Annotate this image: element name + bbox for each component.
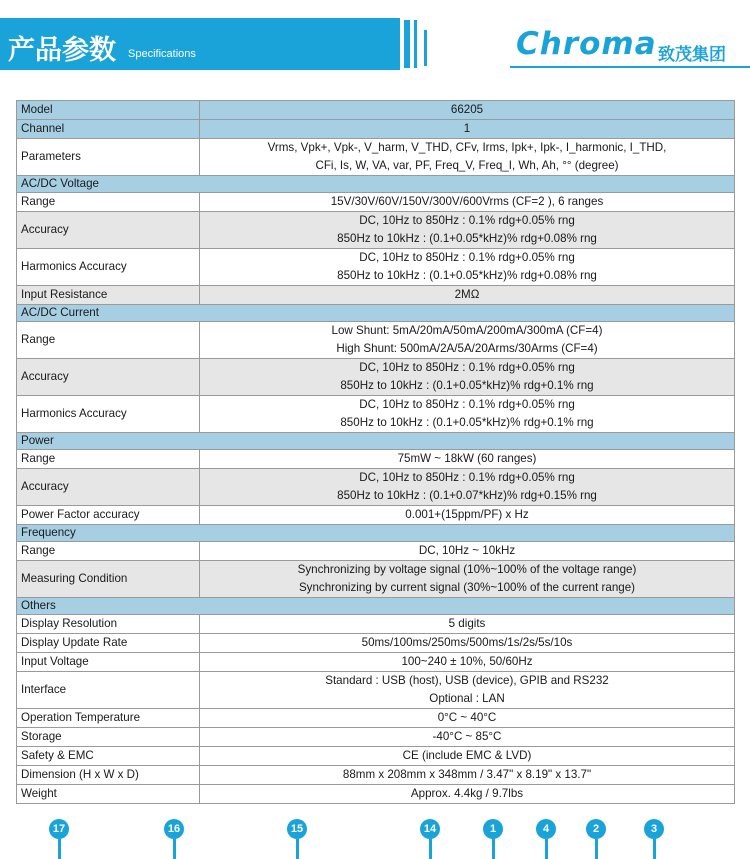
table-row <box>17 542 735 561</box>
row-value <box>200 728 735 747</box>
table-row <box>17 785 735 804</box>
row-label: Channel <box>17 120 200 139</box>
value-line: High Shunt: 500mA/2A/5A/20Arms/30Arms (CF=4) <box>336 342 598 355</box>
callout-number: 14 <box>420 819 440 839</box>
value-line: 66205 <box>450 103 484 116</box>
row-label: Measuring Condition <box>17 561 200 598</box>
row-value <box>200 785 735 804</box>
section-title: Power <box>17 433 735 450</box>
row-label: Range <box>17 193 200 212</box>
callout-marker <box>535 819 557 859</box>
spec-table <box>16 100 735 804</box>
row-value <box>200 561 735 598</box>
callout-marker <box>643 819 665 859</box>
row-value <box>200 139 735 176</box>
row-label: Accuracy <box>17 469 200 506</box>
value-line: CE (include EMC & LVD) <box>402 749 532 762</box>
row-label: Power Factor accuracy <box>17 506 200 525</box>
section-title: Others <box>17 598 735 615</box>
callout-marker <box>482 819 504 859</box>
table-row <box>17 359 735 396</box>
table-row <box>17 139 735 176</box>
value-line: Approx. 4.4kg / 9.7lbs <box>410 787 524 800</box>
table-row <box>17 747 735 766</box>
value-line: 850Hz to 10kHz : (0.1+0.05*kHz)% rdg+0.08% rng <box>337 232 597 245</box>
value-line: 850Hz to 10kHz : (0.1+0.07*kHz)% rdg+0.15% rng <box>337 489 597 502</box>
table-row <box>17 322 735 359</box>
value-line: 0.001+(15ppm/PF) x Hz <box>405 508 529 521</box>
callout-stem <box>492 839 495 859</box>
row-value <box>200 101 735 120</box>
row-label: Input Resistance <box>17 286 200 305</box>
row-label: Display Resolution <box>17 615 200 634</box>
logo-underline <box>510 66 750 68</box>
table-row <box>17 766 735 785</box>
callout-number: 17 <box>49 819 69 839</box>
row-label: Interface <box>17 672 200 709</box>
callout-number: 2 <box>586 819 606 839</box>
row-label: Accuracy <box>17 212 200 249</box>
row-value <box>200 359 735 396</box>
value-line: 15V/30V/60V/150V/300V/600Vrms (CF=2 ), 6 ranges <box>330 195 604 208</box>
table-row <box>17 193 735 212</box>
value-line: 100~240 ± 10%, 50/60Hz <box>401 655 533 668</box>
row-label: Range <box>17 542 200 561</box>
table-row <box>17 249 735 286</box>
row-value <box>200 766 735 785</box>
callout-marker <box>286 819 308 859</box>
value-line: 2MΩ <box>454 288 480 301</box>
table-row <box>17 615 735 634</box>
callout-stem <box>173 839 176 859</box>
value-line: Standard : USB (host), USB (device), GPIB and RS232 <box>325 674 609 687</box>
divider-bar-2 <box>414 20 417 68</box>
value-line: 850Hz to 10kHz : (0.1+0.05*kHz)% rdg+0.1% rng <box>340 416 594 429</box>
table-row <box>17 506 735 525</box>
section-title: AC/DC Current <box>17 305 735 322</box>
value-line: DC, 10Hz to 850Hz : 0.1% rdg+0.05% rng <box>359 471 575 484</box>
row-label: Model <box>17 101 200 120</box>
callout-stem <box>595 839 598 859</box>
row-label: Input Voltage <box>17 653 200 672</box>
row-label: Harmonics Accuracy <box>17 396 200 433</box>
callout-stem <box>429 839 432 859</box>
callout-stem <box>545 839 548 859</box>
row-value <box>200 709 735 728</box>
section-title: AC/DC Voltage <box>17 176 735 193</box>
section-header-row <box>17 598 735 615</box>
row-value <box>200 506 735 525</box>
table-row <box>17 101 735 120</box>
row-value <box>200 672 735 709</box>
table-row <box>17 212 735 249</box>
row-label: Operation Temperature <box>17 709 200 728</box>
value-line: CFi, Is, W, VA, var, PF, Freq_V, Freq_I, Wh, Ah, °° (degree) <box>315 159 619 172</box>
row-label: Range <box>17 322 200 359</box>
value-line: 5 digits <box>448 617 486 630</box>
table-row <box>17 634 735 653</box>
value-line: 0°C ~ 40°C <box>437 711 497 724</box>
value-line: 75mW ~ 18kW (60 ranges) <box>397 452 537 465</box>
row-label: Parameters <box>17 139 200 176</box>
callout-number: 1 <box>483 819 503 839</box>
value-line: Synchronizing by voltage signal (10%~100% of the voltage range) <box>297 563 637 576</box>
table-row <box>17 450 735 469</box>
row-value <box>200 120 735 139</box>
callout-stem <box>653 839 656 859</box>
row-value <box>200 193 735 212</box>
section-header-row <box>17 305 735 322</box>
value-line: DC, 10Hz to 850Hz : 0.1% rdg+0.05% rng <box>359 214 575 227</box>
value-line: DC, 10Hz ~ 10kHz <box>418 544 516 557</box>
divider-bar-3 <box>424 30 427 66</box>
row-label: Accuracy <box>17 359 200 396</box>
table-row <box>17 120 735 139</box>
value-line: 1 <box>463 122 471 135</box>
row-value <box>200 286 735 305</box>
callout-marker <box>419 819 441 859</box>
row-value <box>200 322 735 359</box>
row-label: Range <box>17 450 200 469</box>
divider-bar-1 <box>404 20 410 68</box>
brand-logo: Chroma <box>516 26 657 62</box>
callout-number: 16 <box>164 819 184 839</box>
value-line: -40°C ~ 85°C <box>432 730 502 743</box>
callout-marker <box>163 819 185 859</box>
row-value <box>200 212 735 249</box>
section-header-row <box>17 176 735 193</box>
value-line: DC, 10Hz to 850Hz : 0.1% rdg+0.05% rng <box>359 361 575 374</box>
row-value <box>200 450 735 469</box>
page-title: 产品参数 <box>8 35 116 66</box>
section-title: Frequency <box>17 525 735 542</box>
value-line: Vrms, Vpk+, Vpk-, V_harm, V_THD, CFv, Irms, Ipk+, Ipk-, I_harmonic, I_THD, <box>267 141 667 154</box>
value-line: Optional : LAN <box>429 692 505 705</box>
row-value <box>200 634 735 653</box>
row-value <box>200 469 735 506</box>
value-line: 850Hz to 10kHz : (0.1+0.05*kHz)% rdg+0.1% rng <box>340 379 594 392</box>
callout-number: 3 <box>644 819 664 839</box>
table-row <box>17 286 735 305</box>
row-value <box>200 747 735 766</box>
callout-marker <box>48 819 70 859</box>
value-line: 88mm x 208mm x 348mm / 3.47" x 8.19" x 13.7" <box>342 768 592 781</box>
value-line: 850Hz to 10kHz : (0.1+0.05*kHz)% rdg+0.08% rng <box>337 269 597 282</box>
table-row <box>17 469 735 506</box>
row-label: Display Update Rate <box>17 634 200 653</box>
table-row <box>17 709 735 728</box>
row-label: Storage <box>17 728 200 747</box>
row-value <box>200 249 735 286</box>
table-row <box>17 672 735 709</box>
value-line: DC, 10Hz to 850Hz : 0.1% rdg+0.05% rng <box>359 251 575 264</box>
row-value <box>200 542 735 561</box>
value-line: Low Shunt: 5mA/20mA/50mA/200mA/300mA (CF=4) <box>331 324 603 337</box>
row-value <box>200 396 735 433</box>
table-row <box>17 396 735 433</box>
section-header-row <box>17 433 735 450</box>
table-row <box>17 728 735 747</box>
callout-stem <box>58 839 61 859</box>
section-header-row <box>17 525 735 542</box>
row-value <box>200 653 735 672</box>
callout-number: 4 <box>536 819 556 839</box>
row-label: Weight <box>17 785 200 804</box>
value-line: DC, 10Hz to 850Hz : 0.1% rdg+0.05% rng <box>359 398 575 411</box>
table-row <box>17 561 735 598</box>
callout-marker <box>585 819 607 859</box>
value-line: Synchronizing by current signal (30%~100% of the current range) <box>298 581 636 594</box>
table-row <box>17 653 735 672</box>
row-label: Harmonics Accuracy <box>17 249 200 286</box>
value-line: 50ms/100ms/250ms/500ms/1s/2s/5s/10s <box>361 636 573 649</box>
brand-logo-cn: 致茂集团 <box>658 45 726 65</box>
row-label: Dimension (H x W x D) <box>17 766 200 785</box>
row-value <box>200 615 735 634</box>
callout-number: 15 <box>287 819 307 839</box>
row-label: Safety & EMC <box>17 747 200 766</box>
callout-stem <box>296 839 299 859</box>
page-subtitle: Specifications <box>128 48 196 60</box>
